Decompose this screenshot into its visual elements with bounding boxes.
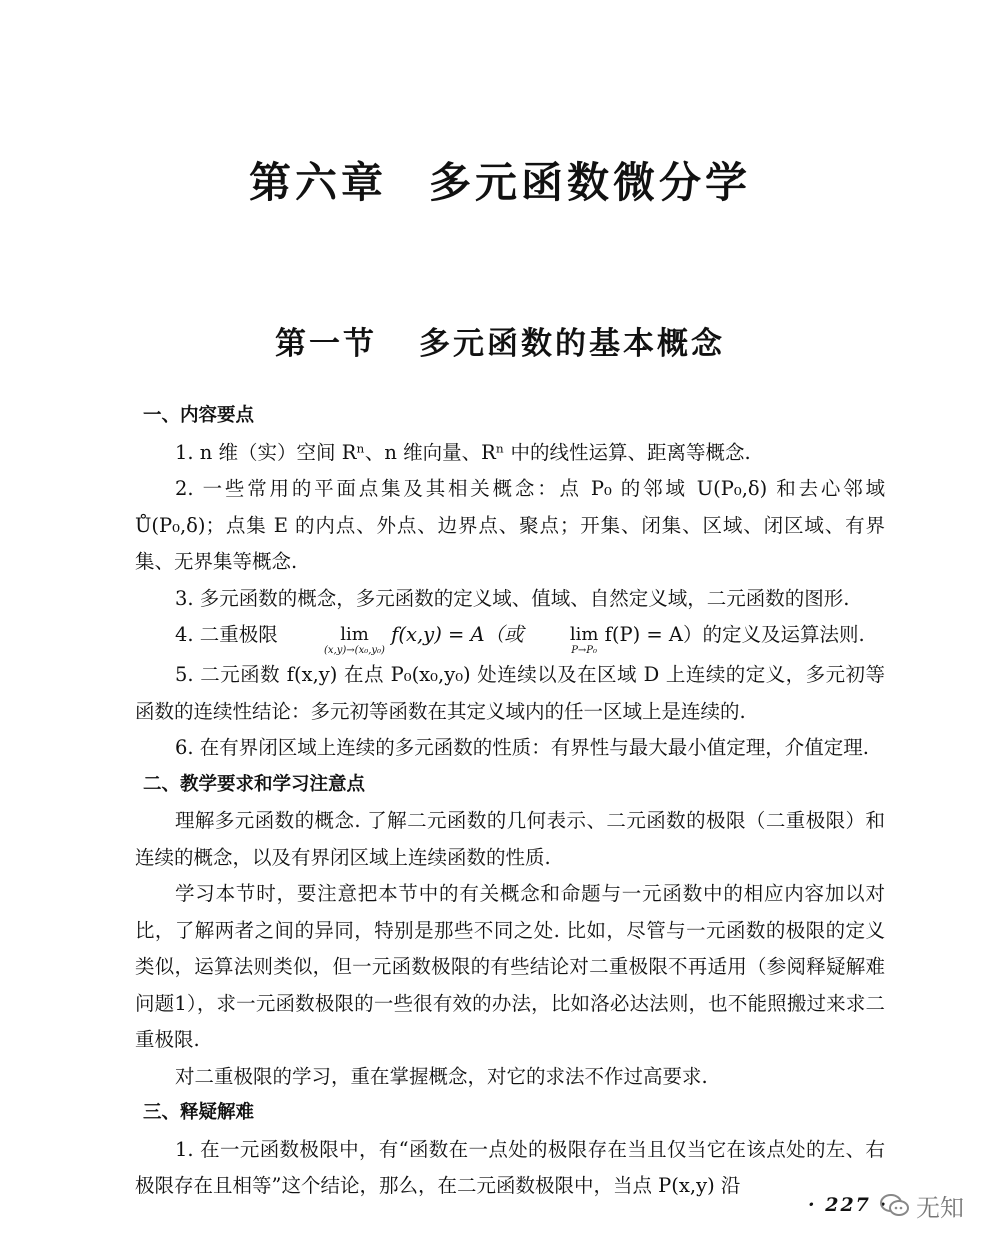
paragraph: 理解多元函数的概念. 了解二元函数的几何表示、二元函数的极限（二重极限）和连续的概念，以及有界闭区域上连续函数的性质.: [135, 809, 885, 869]
paragraph: 学习本节时，要注意把本节中的有关概念和命题与一元函数中的相应内容加以对比，了解两者之间的异同，特别是那些不同之处. 比如，尽管与一元函数的极限的定义类似，运算法则类似，但一元函数极限的有些结论对二重极限不再适用（参阅释疑解难问题1），求一元函数极限的一些很有效的办法，比如洛必达法则，也不能照搬过来求二重极限.: [135, 882, 885, 1051]
body-text: [135, 398, 885, 1205]
heading-teaching-requirements: 二、教学要求和学习注意点: [143, 773, 366, 795]
section-title: [0, 318, 1000, 363]
list-item: 2. 一些常用的平面点集及其相关概念：点 P₀ 的邻域 U(P₀,δ) 和去心邻域 Ů(P₀,δ)；点集 E 的内点、外点、边界点、聚点；开集、闭集、区域、闭区域、有界集、无界集等概念.: [135, 477, 885, 573]
section-number: 第一节: [275, 326, 377, 362]
limit-rest: f(P) = A）的定义及运算法则.: [604, 623, 865, 646]
page-number: · 227 ·: [808, 1194, 889, 1216]
chat-bubbles-icon: [880, 1193, 910, 1219]
chapter-title: [0, 150, 1000, 210]
paragraph: 对二重极限的学习，重在掌握概念，对它的求法不作过高要求.: [175, 1064, 708, 1088]
list-item: 1. n 维（实）空间 Rⁿ、n 维向量、Rⁿ 中的线性运算、距离等概念.: [175, 440, 751, 464]
chapter-name: 多元函数微分学: [429, 158, 752, 207]
double-limit-operator: lim (x,y)→(x₀,y₀): [324, 624, 385, 656]
section-name: 多元函数的基本概念: [419, 326, 725, 362]
point-limit-operator: lim P→P₀: [569, 624, 599, 656]
list-item: 5. 二元函数 f(x,y) 在点 P₀(x₀,y₀) 处连续以及在区域 D 上连续的定义，多元初等函数的连续性结论：多元初等函数在其定义域内的任一区域上是连续的.: [135, 663, 885, 723]
heading-content-points: 一、内容要点: [143, 405, 255, 426]
limit-intro: 4. 二重极限: [175, 623, 278, 646]
heading-qa: 三、释疑解难: [143, 1102, 255, 1123]
limit-expression: f(x,y) = A（或: [391, 623, 524, 646]
watermark: [880, 1188, 964, 1223]
watermark-text: 无知: [916, 1194, 964, 1222]
paragraph: 1. 在一元函数极限中，有“函数在一点处的极限存在当且仅当它在该点处的左、右极限存在且相等”这个结论，那么，在二元函数极限中，当点 P(x,y) 沿: [135, 1137, 885, 1197]
chapter-number: 第六章: [248, 158, 387, 207]
list-item: 3. 多元函数的概念，多元函数的定义域、值域、自然定义域，二元函数的图形.: [175, 586, 850, 610]
list-item: 6. 在有界闭区域上连续的多元函数的性质：有界性与最大最小值定理，介值定理.: [175, 736, 870, 759]
list-item-limit: [135, 617, 885, 657]
